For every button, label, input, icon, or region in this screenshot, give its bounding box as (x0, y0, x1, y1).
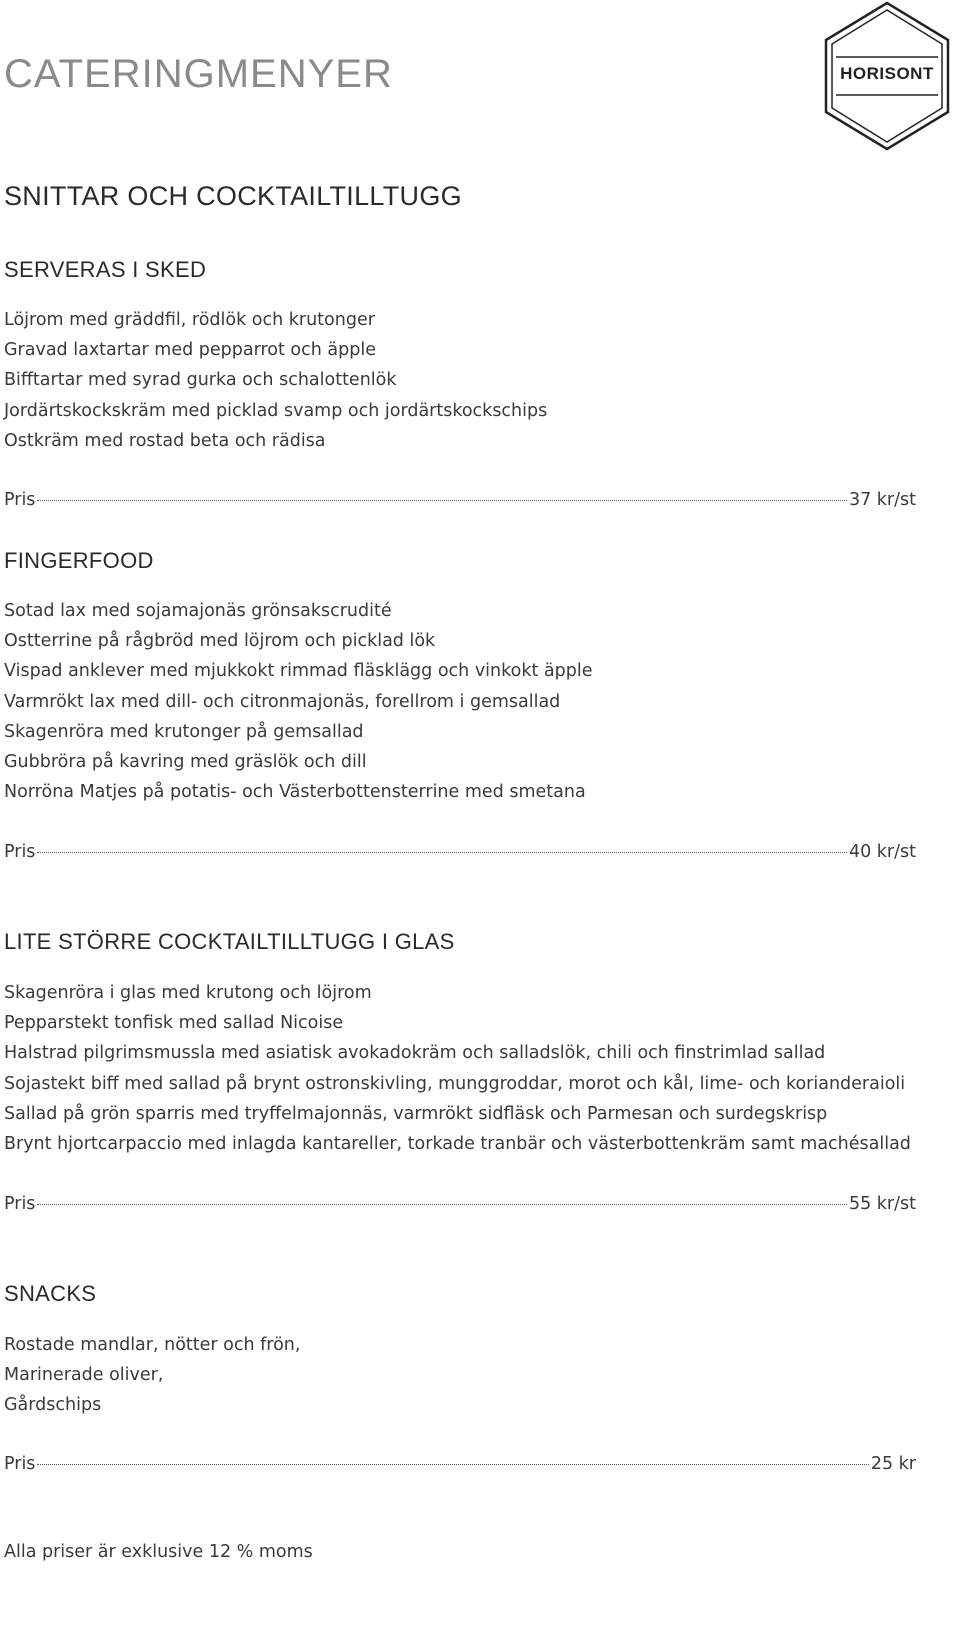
main-heading: SNITTAR OCH COCKTAILTILLTUGG (4, 181, 462, 211)
logo-text: HORISONT (840, 64, 934, 83)
menu-item: Ostkräm med rostad beta och rädisa (4, 430, 326, 451)
menu-item: Norröna Matjes på potatis- och Västerbottensterrine med smetana (4, 782, 586, 803)
price-row (4, 842, 916, 862)
menu-item: Sallad på grön sparris med tryffelmajonnäs, varmrökt sidfläsk och Parmesan och surdegskrisp (4, 1103, 828, 1124)
menu-item: Skagenröra med krutonger på gemsallad (4, 721, 364, 742)
menu-item: Halstrad pilgrimsmussla med asiatisk avokadokräm och salladslök, chili och finstrimlad sallad (4, 1043, 826, 1064)
menu-item: Jordärtskockskräm med picklad svamp och jordärtskockschips (4, 400, 548, 421)
menu-item: Marinerade oliver, (4, 1365, 164, 1386)
horisont-logo (822, 0, 952, 152)
price-leader (37, 500, 847, 501)
section-items (4, 305, 547, 456)
price-label: Pris (4, 1194, 36, 1214)
page-title: CATERINGMENYER (4, 52, 393, 96)
menu-item: Skagenröra i glas med krutong och löjrom (4, 983, 372, 1003)
section-items (4, 978, 911, 1159)
section-heading: SERVERAS I SKED (4, 257, 207, 282)
price-leader (37, 1464, 868, 1465)
menu-item: Gubbröra på kavring med gräslök och dill (4, 751, 367, 772)
price-value: 40 kr/st (848, 842, 916, 862)
price-leader (37, 852, 847, 853)
section-heading: SNACKS (4, 1281, 97, 1306)
section-heading: LITE STÖRRE COCKTAILTILLTUGG I GLAS (4, 929, 455, 954)
section-items (4, 596, 592, 807)
price-row (4, 490, 916, 510)
price-value: 37 kr/st (848, 490, 916, 510)
price-row (4, 1454, 916, 1474)
price-label: Pris (4, 490, 36, 510)
section-heading: FINGERFOOD (4, 548, 154, 573)
price-label: Pris (4, 842, 36, 862)
price-value: 55 kr/st (848, 1194, 916, 1214)
menu-item: Sotad lax med sojamajonäs grönsakscrudité (4, 601, 392, 621)
menu-item: Pepparstekt tonfisk med sallad Nicoise (4, 1013, 344, 1034)
menu-item: Bifftartar med syrad gurka och schalottenlök (4, 370, 397, 391)
price-label: Pris (4, 1454, 36, 1474)
price-row (4, 1194, 916, 1214)
menu-item: Ostterrine på rågbröd med löjrom och picklad lök (4, 631, 436, 652)
menu-item: Gårdschips (4, 1395, 102, 1416)
price-leader (37, 1204, 847, 1205)
menu-item: Brynt hjortcarpaccio med inlagda kantareller, torkade tranbär och västerbottenkräm samt machésallad (4, 1133, 911, 1154)
menu-item: Löjrom med gräddfil, rödlök och krutonger (4, 310, 375, 330)
menu-item: Gravad laxtartar med pepparrot och äpple (4, 340, 376, 361)
section-items (4, 1330, 300, 1421)
menu-item: Rostade mandlar, nötter och frön, (4, 1335, 301, 1355)
menu-item: Sojastekt biff med sallad på brynt ostronskivling, munggroddar, morot och kål, lime- och korianderaioli (4, 1073, 906, 1094)
footer-note: Alla priser är exklusive 12 % moms (4, 1542, 313, 1562)
price-value: 25 kr (870, 1454, 916, 1474)
menu-item: Varmrökt lax med dill- och citronmajonäs, forellrom i gemsallad (4, 691, 561, 712)
menu-item: Vispad anklever med mjukkokt rimmad fläsklägg och vinkokt äpple (4, 661, 593, 682)
